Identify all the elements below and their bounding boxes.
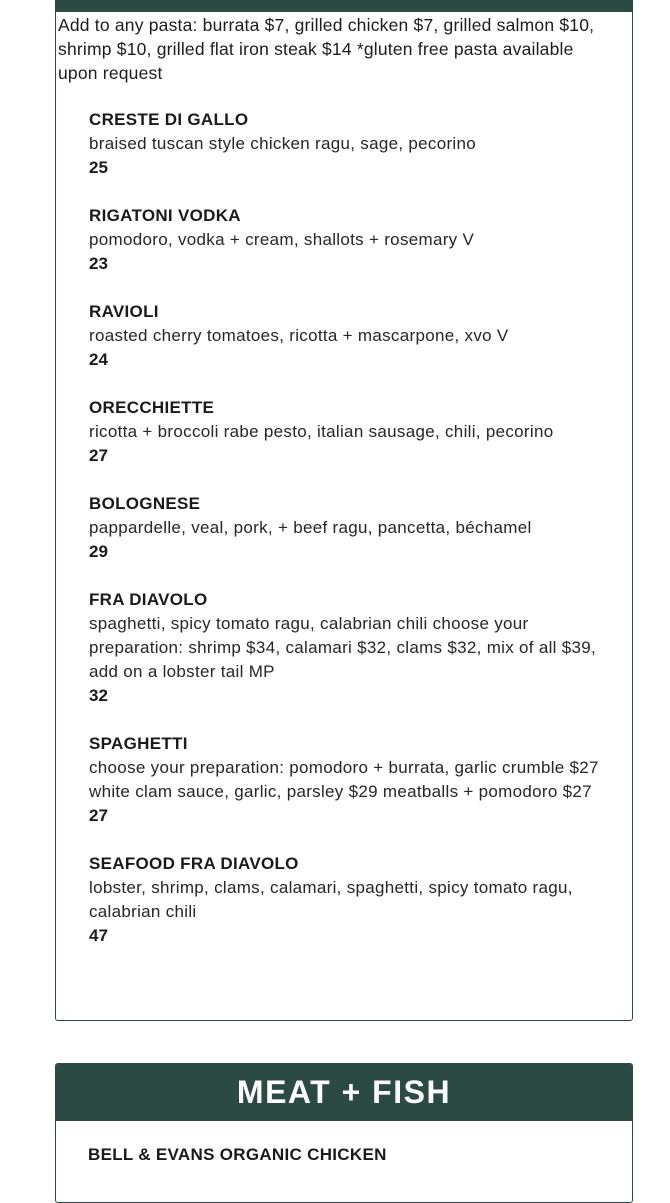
menu-item-price: 23 bbox=[89, 254, 108, 273]
menu-item-description: pomodoro, vodka + cream, shallots + rosemary V bbox=[89, 230, 475, 249]
menu-item-creste-di-gallo bbox=[89, 108, 619, 180]
menu-item-price: 24 bbox=[89, 350, 108, 369]
menu-item-fra-diavolo bbox=[89, 588, 619, 708]
menu-item-description: choose your preparation: pomodoro + burrata, garlic crumble $27 white clam sauce, garlic, parsley $29 meatballs + pomodoro $27 bbox=[89, 758, 599, 801]
menu-item-name: RIGATONI VODKA bbox=[89, 206, 241, 225]
pasta-section-header-bar bbox=[55, 0, 633, 12]
menu-item-description: roasted cherry tomatoes, ricotta + mascarpone, xvo V bbox=[89, 326, 509, 345]
menu-item-description: lobster, shrimp, clams, calamari, spaghetti, spicy tomato ragu, calabrian chili bbox=[89, 878, 573, 921]
menu-item-description: pappardelle, veal, pork, + beef ragu, pancetta, béchamel bbox=[89, 518, 532, 537]
menu-item-price: 47 bbox=[89, 926, 108, 945]
menu-item-description: spaghetti, spicy tomato ragu, calabrian chili choose your preparation: shrimp $34, calamari $32, clams $32, mix of all $39, add on a lobster tail MP bbox=[89, 614, 597, 681]
pasta-add-ons-note: Add to any pasta: burrata $7, grilled chicken $7, grilled salmon $10, shrimp $10, grilled flat iron steak $14 *gluten free pasta available upon request bbox=[58, 15, 595, 83]
menu-item-spaghetti bbox=[89, 732, 619, 828]
menu-item-bolognese bbox=[89, 492, 619, 564]
menu-item-orecchiette bbox=[89, 396, 619, 468]
pasta-menu-list bbox=[89, 108, 619, 972]
menu-item-name: FRA DIAVOLO bbox=[89, 590, 208, 609]
menu-item-name: SPAGHETTI bbox=[89, 734, 188, 753]
menu-item-name: BOLOGNESE bbox=[89, 494, 201, 513]
meat-fish-section bbox=[55, 1063, 633, 1203]
menu-item-rigatoni-vodka bbox=[89, 204, 619, 276]
menu-item-name: ORECCHIETTE bbox=[89, 398, 215, 417]
menu-item-ravioli bbox=[89, 300, 619, 372]
menu-item-price: 27 bbox=[89, 446, 108, 465]
menu-item-name: RAVIOLI bbox=[89, 302, 159, 321]
menu-item-price: 29 bbox=[89, 542, 108, 561]
menu-item-description: braised tuscan style chicken ragu, sage, pecorino bbox=[89, 134, 477, 153]
meat-fish-section-title: MEAT + FISH bbox=[56, 1064, 632, 1121]
menu-item-price: 25 bbox=[89, 158, 108, 177]
menu-item-price: 32 bbox=[89, 686, 108, 705]
menu-item-price: 27 bbox=[89, 806, 108, 825]
menu-item-name: CRESTE DI GALLO bbox=[89, 110, 249, 129]
menu-item-seafood-fra-diavolo bbox=[89, 852, 619, 948]
menu-item-name: BELL & EVANS ORGANIC CHICKEN bbox=[88, 1145, 387, 1164]
menu-item-name: SEAFOOD FRA DIAVOLO bbox=[89, 854, 299, 873]
menu-item-description: ricotta + broccoli rabe pesto, italian sausage, chili, pecorino bbox=[89, 422, 554, 441]
